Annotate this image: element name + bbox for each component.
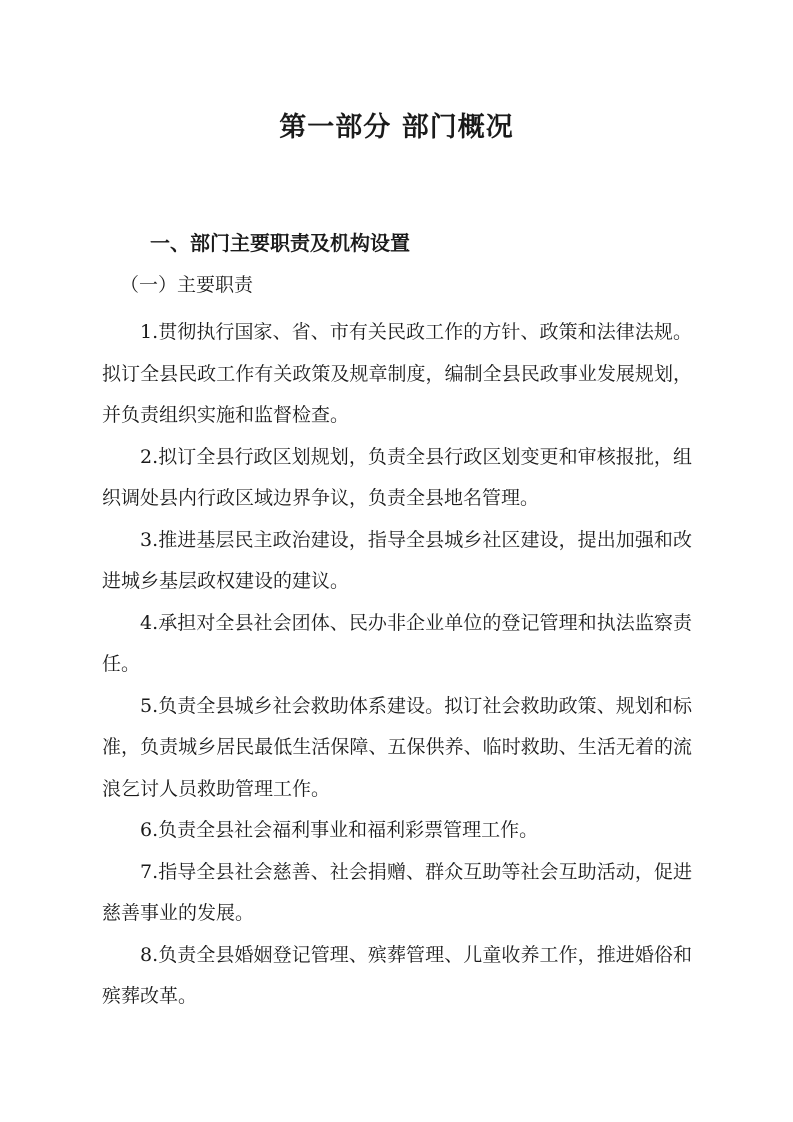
duty-paragraph: 1.贯彻执行国家、省、市有关民政工作的方针、政策和法律法规。拟订全县民政工作有关政策及规章制度，编制全县民政事业发展规划，并负责组织实施和监督检查。 bbox=[102, 321, 692, 426]
duty-paragraph: 4.承担对全县社会团体、民办非企业单位的登记管理和执法监察责任。 bbox=[102, 611, 692, 675]
duty-paragraph: 7.指导全县社会慈善、社会捐赠、群众互助等社会互助活动，促进慈善事业的发展。 bbox=[102, 860, 692, 924]
section-subheading: （一）主要职责 bbox=[120, 274, 254, 296]
duty-paragraph: 3.推进基层民主政治建设，指导全县城乡社区建设，提出加强和改进城乡基层政权建设的建议。 bbox=[102, 528, 692, 592]
duties-list bbox=[102, 312, 692, 1018]
duty-paragraph: 5.负责全县城乡社会救助体系建设。拟订社会救助政策、规划和标准，负责城乡居民最低生活保障、五保供养、临时救助、生活无着的流浪乞讨人员救助管理工作。 bbox=[102, 694, 692, 800]
section-heading: 一、部门主要职责及机构设置 bbox=[150, 231, 410, 255]
duty-paragraph: 2.拟订全县行政区划规划，负责全县行政区划变更和审核报批，组织调处县内行政区域边界争议，负责全县地名管理。 bbox=[102, 445, 692, 509]
page-title: 第一部分 部门概况 bbox=[279, 112, 514, 143]
duty-paragraph: 8.负责全县婚姻登记管理、殡葬管理、儿童收养工作，推进婚俗和殡葬改革。 bbox=[102, 943, 692, 1007]
duty-paragraph: 6.负责全县社会福利事业和福利彩票管理工作。 bbox=[140, 819, 539, 841]
